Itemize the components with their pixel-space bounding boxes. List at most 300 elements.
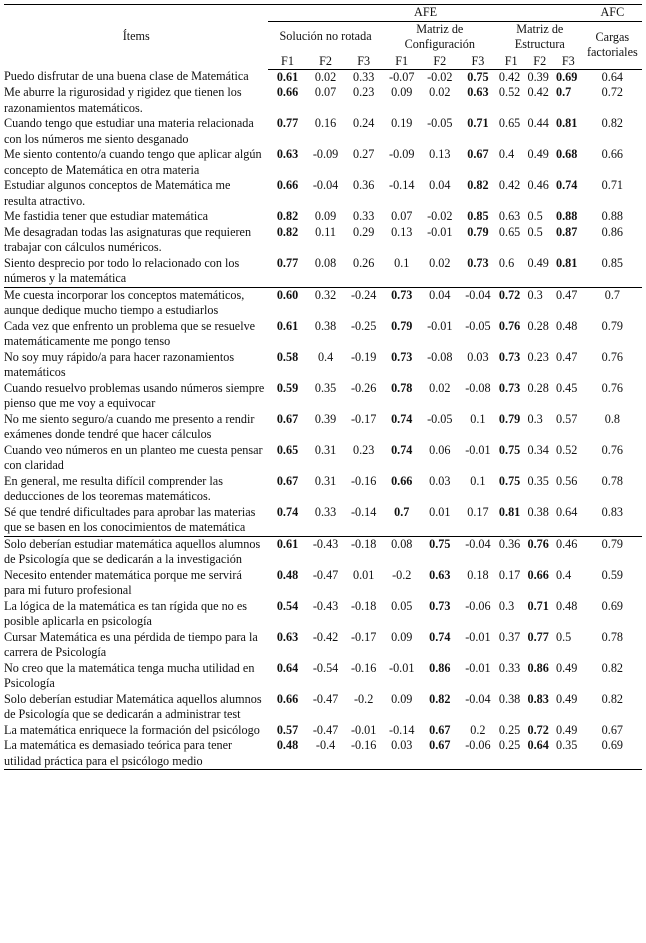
table-row: [4, 147, 642, 178]
loading-nr-f1: 0.63: [276, 629, 299, 644]
item-text: En general, me resulta difícil comprender las deducciones de los teoremas matemáticos.: [4, 473, 223, 503]
loading-cf-f1: -0.14: [389, 178, 415, 192]
loading-nr-f3: -0.16: [345, 738, 383, 770]
item-text: No creo que la matemática tenga mucha utilidad en Psicología: [4, 660, 255, 690]
loading-cf-f1: 0.1: [394, 255, 410, 270]
item-text: Puedo disfrutar de una buena clase de Matemática: [4, 69, 249, 83]
afc-loading: 0.8: [604, 411, 620, 426]
loading-es-f1: 0.25: [498, 722, 521, 737]
loading-nr-f2: 0.35: [314, 380, 337, 395]
loading-cf-f2: -0.05: [427, 411, 453, 426]
loading-nr-f2: 0.08: [314, 255, 337, 270]
loading-es-f1: 0.65: [498, 116, 521, 130]
factor-header-cf-f1: F1: [383, 53, 421, 70]
loading-es-f2: 0.83: [527, 691, 549, 706]
loading-nr-f1: 0.63: [276, 147, 299, 161]
loading-cf-f1: 0.09: [391, 629, 413, 644]
table-row: [4, 599, 642, 630]
table-row: [4, 69, 642, 85]
table-row: [4, 692, 642, 723]
loading-cf-f3: 0.75: [467, 69, 489, 84]
loading-nr-f3: -0.18: [350, 598, 377, 613]
loading-cf-f2: 0.02: [429, 85, 451, 99]
loading-nr-f1: 0.58: [276, 349, 299, 364]
loading-cf-f3: 0.85: [467, 209, 489, 223]
loading-nr-f2: 0.4: [317, 349, 334, 364]
loading-cf-f1: 0.79: [391, 318, 413, 333]
loading-nr-f1: 0.66: [276, 85, 299, 99]
loading-nr-f3: 0.01: [352, 567, 375, 582]
loading-es-f2: 0.49: [527, 147, 549, 161]
table-row: [4, 350, 642, 381]
loading-nr-f2: 0.02: [314, 69, 337, 84]
table-row: [4, 256, 642, 288]
afc-loading: 0.76: [601, 442, 623, 457]
loading-nr-f2: 0.38: [314, 318, 337, 333]
item-text: Necesito entender matemática porque me servirá para mi futuro profesional: [4, 567, 242, 597]
loading-cf-f2: -0.01: [427, 224, 453, 239]
loading-cf-f2: -0.02: [427, 209, 453, 223]
afc-loading: 0.69: [583, 738, 642, 770]
afc-loading: 0.85: [601, 255, 623, 270]
loading-nr-f2: 0.07: [314, 85, 337, 99]
loading-es-f3: 0.56: [556, 473, 578, 488]
loading-es-f1: 0.73: [498, 380, 521, 395]
loading-cf-f1: 0.13: [391, 224, 413, 239]
loading-cf-f1: -0.01: [389, 660, 415, 675]
afc-header: AFC: [583, 5, 642, 22]
loading-cf-f1: 0.78: [391, 380, 413, 395]
table-row: [4, 723, 642, 739]
loading-es-f1: 0.73: [498, 349, 521, 364]
afe-header: AFE: [268, 5, 582, 22]
item-text: Me siento contento/a cuando tengo que aplicar algún concepto de Matemática en otra materia: [4, 147, 262, 177]
afc-loading: 0.83: [601, 504, 623, 519]
loading-cf-f3: 0.03: [467, 349, 489, 364]
table-row: [4, 568, 642, 599]
loading-nr-f1: 0.59: [276, 380, 299, 395]
loading-nr-f3: 0.27: [352, 147, 375, 161]
loading-nr-f3: -0.25: [350, 318, 377, 333]
loading-cf-f1: -0.2: [392, 567, 412, 582]
table-body: [4, 69, 642, 770]
loading-nr-f3: -0.19: [350, 349, 377, 364]
loading-nr-f3: 0.33: [352, 69, 375, 84]
loading-es-f2: 0.77: [527, 629, 549, 644]
item-text: No me siento seguro/a cuando me presento a rendir exámenes donde tendré que hacer cálculos: [4, 411, 255, 441]
loading-es-f2: 0.44: [527, 116, 549, 130]
item-text: Me desagradan todas las asignaturas que requieren trabajar con cálculos numéricos.: [4, 224, 252, 254]
loading-nr-f3: 0.36: [352, 178, 375, 192]
loading-es-f2: 0.64: [525, 738, 554, 770]
table-row: [4, 178, 642, 209]
loading-cf-f3: 0.1: [470, 411, 486, 426]
loading-cf-f2: -0.02: [427, 69, 453, 84]
loading-es-f1: 0.42: [498, 69, 521, 84]
loading-nr-f3: 0.29: [352, 224, 375, 239]
loading-cf-f3: 0.63: [467, 85, 489, 99]
loading-es-f3: 0.7: [556, 85, 572, 99]
loading-nr-f1: 0.67: [276, 473, 299, 488]
table-row: [4, 412, 642, 443]
loading-es-f1: 0.65: [498, 224, 521, 239]
loading-es-f3: 0.49: [556, 722, 578, 737]
loading-es-f2: 0.39: [527, 69, 549, 84]
loading-nr-f1: 0.61: [276, 69, 299, 84]
loading-nr-f1: 0.67: [276, 411, 299, 426]
table-row: [4, 287, 642, 319]
loading-cf-f2: 0.04: [429, 178, 451, 192]
loading-es-f2: 0.76: [525, 536, 554, 568]
loading-cf-f3: -0.04: [465, 691, 491, 706]
item-text: Solo deberían estudiar Matemática aquellos alumnos de Psicología que se dedicarán a administrar test: [4, 691, 262, 721]
loading-cf-f1: 0.73: [383, 287, 421, 319]
loading-nr-f3: -0.2: [354, 691, 374, 706]
table-row: [4, 85, 642, 116]
afc-loading: 0.79: [583, 536, 642, 568]
loading-cf-f2: 0.86: [429, 660, 451, 675]
loading-es-f2: 0.34: [527, 442, 549, 457]
loading-es-f2: 0.35: [527, 473, 549, 488]
loading-es-f1: 0.81: [498, 504, 521, 519]
loading-es-f2: 0.49: [527, 255, 549, 270]
item-text: La matemática enriquece la formación del psicólogo: [4, 722, 260, 737]
loading-cf-f3: 0.79: [467, 224, 489, 239]
afc-loading: 0.78: [601, 629, 623, 644]
factor-loadings-table: [4, 4, 642, 770]
loading-cf-f3: -0.04: [459, 536, 497, 568]
loading-cf-f3: 0.2: [470, 722, 486, 737]
loading-nr-f2: -0.4: [307, 738, 345, 770]
estructura-header: Matriz de Estructura: [514, 21, 565, 51]
loading-cf-f1: -0.14: [389, 722, 415, 737]
loading-cf-f2: 0.02: [429, 255, 451, 270]
loading-es-f1: 0.75: [498, 442, 521, 457]
loading-cf-f2: -0.05: [427, 116, 453, 130]
loading-cf-f1: 0.05: [391, 598, 413, 613]
table-row: [4, 536, 642, 568]
loading-es-f3: 0.46: [554, 536, 583, 568]
loading-cf-f3: 0.71: [467, 116, 489, 130]
afc-loading: 0.79: [601, 318, 623, 333]
loading-es-f1: 0.63: [498, 209, 521, 223]
loading-cf-f2: 0.73: [429, 598, 451, 613]
loading-nr-f2: -0.47: [312, 722, 339, 737]
loading-es-f2: 0.42: [527, 85, 549, 99]
loading-cf-f1: 0.66: [391, 473, 413, 488]
loading-nr-f2: 0.09: [314, 209, 337, 223]
loading-cf-f2: 0.01: [429, 504, 451, 519]
loading-es-f3: 0.81: [556, 255, 578, 270]
afc-loading: 0.67: [601, 722, 623, 737]
loading-cf-f2: 0.04: [421, 287, 459, 319]
loading-nr-f1: 0.77: [276, 116, 299, 130]
item-text: La matemática es demasiado teórica para tener utilidad práctica para el psicólogo medio: [4, 738, 268, 770]
table-row: [4, 738, 642, 770]
factor-header-cf-f2: F2: [421, 53, 459, 70]
loading-cf-f1: 0.74: [391, 442, 413, 457]
loading-nr-f2: -0.43: [312, 598, 339, 613]
loading-cf-f1: -0.09: [389, 147, 415, 161]
loading-es-f2: 0.66: [527, 567, 549, 582]
loading-es-f3: 0.74: [556, 178, 578, 192]
loading-es-f1: 0.17: [498, 567, 521, 582]
loading-es-f3: 0.87: [556, 224, 578, 239]
afc-loading: 0.69: [601, 598, 623, 613]
loading-es-f1: 0.36: [497, 536, 526, 568]
loading-nr-f1: 0.61: [268, 536, 306, 568]
loading-cf-f3: -0.01: [465, 660, 491, 675]
loading-nr-f3: 0.33: [352, 209, 375, 223]
loading-es-f1: 0.76: [498, 318, 521, 333]
loading-nr-f1: 0.60: [268, 287, 306, 319]
item-text: La lógica de la matemática es tan rígida que no es posible aplicarla en psicología: [4, 598, 247, 628]
loading-nr-f1: 0.64: [276, 660, 299, 675]
loading-es-f3: 0.47: [554, 287, 583, 319]
loading-cf-f1: 0.03: [383, 738, 421, 770]
loading-es-f2: 0.38: [527, 504, 549, 519]
loading-es-f2: 0.28: [527, 380, 549, 395]
loading-nr-f1: 0.48: [268, 738, 306, 770]
factor-header-es-f1: F1: [497, 53, 526, 70]
loading-es-f1: 0.4: [498, 147, 515, 161]
configuracion-header: Matriz de Configuración: [404, 21, 475, 51]
loading-es-f3: 0.49: [556, 660, 578, 675]
loading-es-f3: 0.49: [556, 691, 578, 706]
loading-nr-f2: -0.04: [312, 178, 339, 192]
item-text: Me aburre la rigurosidad y rigidez que tienen los razonamientos matemáticos.: [4, 85, 242, 115]
loading-es-f2: 0.5: [527, 224, 543, 239]
item-text: Cada vez que enfrento un problema que se resuelve matemáticamente me pongo tenso: [4, 318, 256, 348]
loading-nr-f2: 0.31: [314, 473, 337, 488]
afc-loading: 0.72: [601, 85, 623, 99]
loading-es-f3: 0.64: [556, 504, 578, 519]
loading-cf-f3: 0.18: [467, 567, 489, 582]
item-text: Cursar Matemática es una pérdida de tiempo para la carrera de Psicología: [4, 629, 258, 659]
factor-header-es-f3: F3: [554, 53, 583, 70]
loading-cf-f1: 0.7: [394, 504, 410, 519]
afc-loading: 0.82: [601, 660, 623, 675]
loading-cf-f2: 0.75: [421, 536, 459, 568]
loading-es-f1: 0.33: [498, 660, 521, 675]
loading-nr-f3: 0.26: [352, 255, 375, 270]
loading-es-f3: 0.48: [556, 598, 578, 613]
loading-nr-f2: -0.47: [312, 567, 339, 582]
loading-cf-f2: 0.67: [421, 738, 459, 770]
afc-loading: 0.76: [601, 380, 623, 395]
loading-nr-f2: -0.54: [312, 660, 339, 675]
table-row: [4, 116, 642, 147]
item-text: Me cuesta incorporar los conceptos matemáticos, aunque dedique mucho tiempo a estudiarlos: [4, 287, 268, 319]
loading-cf-f3: 0.82: [467, 178, 489, 192]
loading-cf-f1: 0.09: [391, 691, 413, 706]
loading-es-f1: 0.37: [498, 629, 521, 644]
loading-cf-f3: -0.05: [465, 318, 491, 333]
loading-nr-f2: -0.47: [312, 691, 339, 706]
afc-loading: 0.66: [601, 147, 623, 161]
loading-nr-f1: 0.61: [276, 318, 299, 333]
loading-cf-f3: 0.73: [467, 255, 489, 270]
loading-nr-f3: -0.16: [350, 660, 377, 675]
factor-header-nr-f1: F1: [268, 53, 306, 70]
loading-es-f1: 0.3: [498, 598, 515, 613]
afc-loading: 0.78: [601, 473, 623, 488]
loading-es-f1: 0.79: [498, 411, 521, 426]
loading-nr-f1: 0.66: [276, 691, 299, 706]
loading-cf-f3: 0.17: [467, 504, 489, 519]
item-text: No soy muy rápido/a para hacer razonamientos matemáticos: [4, 349, 235, 379]
loading-es-f1: 0.75: [498, 473, 521, 488]
loading-cf-f2: -0.08: [427, 349, 453, 364]
loading-es-f3: 0.57: [556, 411, 578, 426]
loading-nr-f3: -0.17: [350, 629, 377, 644]
loading-nr-f3: 0.23: [352, 85, 375, 99]
loading-cf-f2: 0.02: [429, 380, 451, 395]
loading-nr-f2: 0.32: [307, 287, 345, 319]
loading-cf-f2: 0.13: [429, 147, 451, 161]
afc-loading: 0.82: [601, 116, 623, 130]
table-header: [4, 5, 642, 70]
no-rotada-header: Solución no rotada: [279, 29, 372, 44]
loading-nr-f2: -0.43: [307, 536, 345, 568]
factor-header-nr-f3: F3: [345, 53, 383, 70]
loading-cf-f2: 0.63: [429, 567, 451, 582]
loading-nr-f2: 0.31: [314, 442, 337, 457]
loading-nr-f1: 0.82: [276, 224, 299, 239]
loading-es-f3: 0.69: [556, 69, 578, 84]
loading-nr-f1: 0.66: [276, 178, 299, 192]
loading-cf-f3: 0.67: [467, 147, 489, 161]
afc-loading: 0.88: [601, 209, 623, 223]
loading-cf-f1: 0.07: [391, 209, 413, 223]
loading-es-f2: 0.3: [525, 287, 554, 319]
loading-es-f2: 0.3: [527, 411, 543, 426]
item-text: Cuando resuelvo problemas usando números siempre pienso que me voy a equivocar: [4, 380, 265, 410]
loading-es-f1: 0.52: [498, 85, 521, 99]
loading-nr-f2: 0.16: [314, 116, 337, 130]
item-text: Solo deberían estudiar matemática aquellos alumnos de Psicología que se dedicarán a la investigación: [4, 536, 268, 568]
loading-nr-f3: -0.26: [350, 380, 377, 395]
loading-cf-f3: -0.01: [465, 442, 491, 457]
loading-nr-f1: 0.74: [276, 504, 299, 519]
loading-cf-f2: 0.03: [429, 473, 451, 488]
loading-es-f1: 0.6: [498, 255, 515, 270]
loading-cf-f2: 0.67: [429, 722, 451, 737]
loading-cf-f1: 0.08: [383, 536, 421, 568]
loading-es-f1: 0.38: [498, 691, 521, 706]
factor-loadings-table-container: [4, 4, 642, 770]
factor-header-nr-f2: F2: [307, 53, 345, 70]
loading-cf-f3: -0.06: [465, 598, 491, 613]
loading-es-f3: 0.35: [554, 738, 583, 770]
loading-es-f1: 0.42: [498, 178, 521, 192]
loading-nr-f2: 0.33: [314, 504, 337, 519]
loading-es-f3: 0.45: [556, 380, 578, 395]
item-text: Sé que tendré dificultades para aprobar las materias que se basen en los conocimientos de matemática: [4, 504, 256, 534]
loading-cf-f1: -0.07: [389, 69, 415, 84]
table-row: [4, 661, 642, 692]
afc-loading: 0.71: [601, 178, 623, 192]
loading-nr-f1: 0.65: [276, 442, 299, 457]
loading-nr-f1: 0.48: [276, 567, 299, 582]
loading-es-f1: 0.72: [497, 287, 526, 319]
loading-nr-f2: 0.11: [315, 224, 337, 239]
loading-es-f2: 0.23: [527, 349, 549, 364]
table-row: [4, 319, 642, 350]
loading-es-f3: 0.48: [556, 318, 578, 333]
loading-nr-f3: -0.24: [345, 287, 383, 319]
loading-es-f3: 0.68: [556, 147, 578, 161]
afc-loading: 0.7: [583, 287, 642, 319]
loading-nr-f3: -0.16: [350, 473, 377, 488]
table-row: [4, 474, 642, 505]
item-text: Estudiar algunos conceptos de Matemática me resulta atractivo.: [4, 178, 231, 208]
loading-es-f2: 0.46: [527, 178, 549, 192]
table-row: [4, 443, 642, 474]
afc-loading: 0.64: [601, 69, 623, 84]
loading-es-f3: 0.4: [556, 567, 572, 582]
loading-nr-f1: 0.54: [276, 598, 299, 613]
item-text: Cuando tengo que estudiar una materia relacionada con los números me siento desganado: [4, 116, 254, 146]
loading-nr-f3: -0.17: [350, 411, 377, 426]
item-text: Siento desprecio por todo lo relacionado con los números y la matemática: [4, 255, 240, 285]
loading-cf-f3: -0.01: [465, 629, 491, 644]
table-row: [4, 381, 642, 412]
loading-cf-f2: 0.74: [429, 629, 451, 644]
loading-cf-f3: -0.04: [459, 287, 497, 319]
loading-es-f2: 0.28: [527, 318, 549, 333]
loading-cf-f1: 0.19: [391, 116, 413, 130]
loading-nr-f3: 0.23: [352, 442, 375, 457]
loading-es-f2: 0.5: [527, 209, 543, 223]
item-text: Cuando veo números en un planteo me cuesta pensar con claridad: [4, 442, 263, 472]
loading-nr-f2: 0.39: [314, 411, 337, 426]
afc-loading: 0.59: [601, 567, 623, 582]
loading-es-f3: 0.52: [556, 442, 578, 457]
loading-cf-f1: 0.09: [391, 85, 413, 99]
loading-cf-f3: -0.08: [465, 380, 491, 395]
loading-es-f3: 0.5: [556, 629, 572, 644]
loading-nr-f3: 0.24: [352, 116, 375, 130]
loading-nr-f3: -0.01: [350, 722, 377, 737]
loading-cf-f3: 0.1: [470, 473, 486, 488]
factor-header-cf-f3: F3: [459, 53, 497, 70]
loading-nr-f2: -0.09: [312, 147, 339, 161]
loading-cf-f1: 0.73: [391, 349, 413, 364]
table-row: [4, 225, 642, 256]
loading-es-f3: 0.47: [556, 349, 578, 364]
factor-header-es-f2: F2: [525, 53, 554, 70]
loading-es-f2: 0.72: [527, 722, 549, 737]
loading-es-f1: 0.25: [497, 738, 526, 770]
loading-cf-f2: -0.01: [427, 318, 453, 333]
table-row: [4, 209, 642, 225]
table-row: [4, 630, 642, 661]
afc-loading: 0.86: [601, 224, 623, 239]
loading-nr-f3: -0.18: [345, 536, 383, 568]
item-text: Me fastidia tener que estudiar matemática: [4, 209, 209, 223]
loading-nr-f1: 0.82: [276, 209, 299, 223]
loading-es-f3: 0.81: [556, 116, 578, 130]
loading-es-f3: 0.88: [556, 209, 578, 223]
loading-es-f2: 0.71: [527, 598, 549, 613]
loading-nr-f1: 0.77: [276, 255, 299, 270]
loading-cf-f2: 0.82: [429, 691, 451, 706]
loading-cf-f3: -0.06: [459, 738, 497, 770]
cargas-header: Cargas factoriales: [583, 21, 642, 69]
loading-cf-f1: 0.74: [391, 411, 413, 426]
loading-nr-f2: -0.42: [312, 629, 339, 644]
